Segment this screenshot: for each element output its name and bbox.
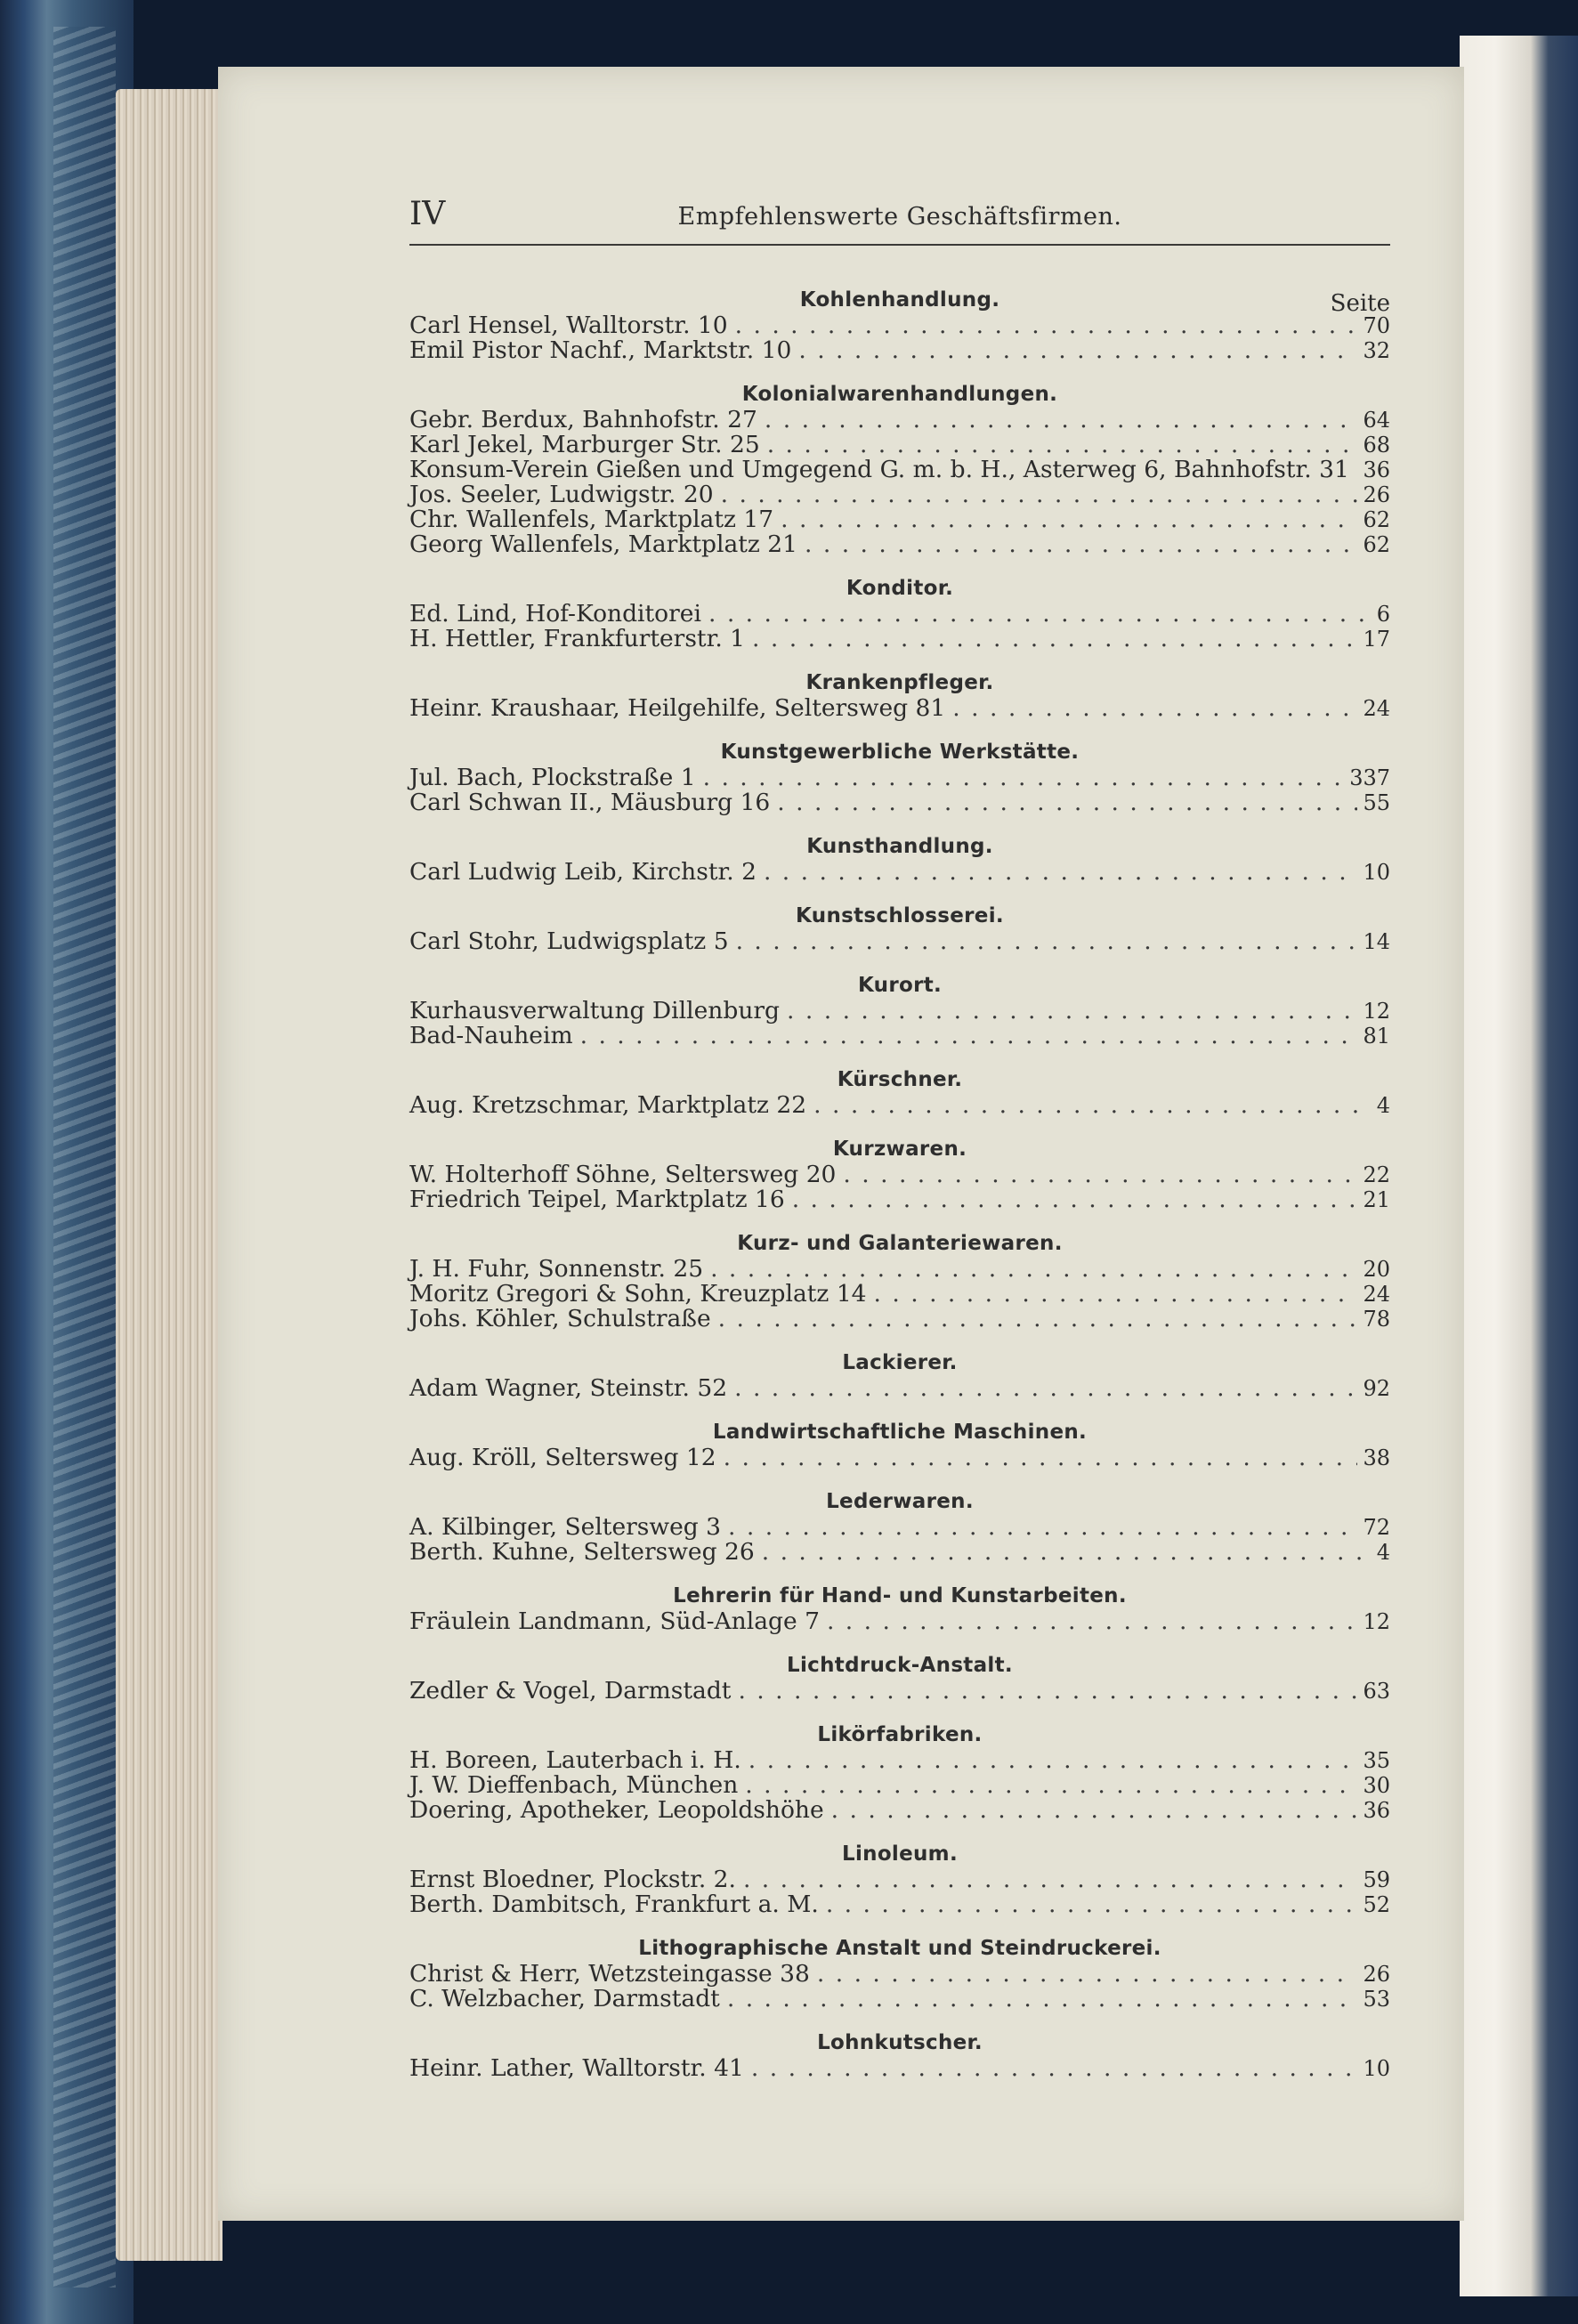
entry-page-number: 52 [1363, 1892, 1390, 1917]
leader-dots [708, 602, 1372, 627]
leader-dots [817, 1962, 1358, 1987]
leader-dots [826, 1892, 1358, 1917]
directory-entry [409, 408, 1390, 433]
entry-name: Aug. Kröll, Seltersweg 12 [409, 1444, 716, 1471]
directory-section [409, 1583, 1390, 1634]
entry-name: Berth. Kuhne, Seltersweg 26 [409, 1538, 755, 1566]
directory-section [409, 903, 1390, 954]
leader-dots [798, 338, 1357, 363]
directory-section [409, 739, 1390, 815]
directory-entry [409, 1540, 1390, 1565]
directory-section [409, 2029, 1390, 2081]
directory-entry [409, 1376, 1390, 1401]
leader-dots [764, 860, 1358, 885]
entry-page-number: 24 [1363, 1282, 1390, 1307]
entry-name: Aug. Kretzschmar, Marktplatz 22 [409, 1091, 807, 1119]
directory-entry [409, 1987, 1390, 2012]
directory-entry [409, 1307, 1390, 1332]
leader-dots [952, 696, 1357, 721]
entry-name: Gebr. Berdux, Bahnhofstr. 27 [409, 406, 757, 433]
entry-page-number: 38 [1363, 1445, 1390, 1470]
directory-entry [409, 929, 1390, 954]
entry-name: Carl Schwan II., Mäusburg 16 [409, 789, 771, 816]
section-heading: Likörfabriken. [817, 1723, 983, 1746]
directory-section [409, 575, 1390, 652]
directory-section [409, 381, 1390, 557]
page-header-title: Empfehlenswerte Geschäftsfirmen. [677, 203, 1122, 231]
directory-entry [409, 1257, 1390, 1282]
entry-page-number: 10 [1363, 860, 1390, 885]
leader-dots [751, 2056, 1358, 2081]
entry-page-number: 70 [1363, 313, 1390, 338]
entry-page-number: 92 [1363, 1376, 1390, 1401]
directory-section [409, 1721, 1390, 1823]
entry-page-number: 4 [1376, 1093, 1390, 1118]
entry-name: Georg Wallenfels, Marktplatz 21 [409, 530, 798, 558]
directory-entry [409, 1748, 1390, 1773]
leader-dots [710, 1257, 1357, 1282]
entry-name: Zedler & Vogel, Darmstadt [409, 1677, 732, 1705]
section-heading-row [409, 1841, 1390, 1867]
directory-section [409, 1488, 1390, 1565]
entry-page-number: 24 [1363, 696, 1390, 721]
entry-name: J. H. Fuhr, Sonnenstr. 25 [409, 1255, 704, 1283]
section-heading: Kurz- und Galanteriewaren. [737, 1232, 1063, 1255]
entry-name: Johs. Köhler, Schulstraße [409, 1305, 711, 1332]
section-heading-row [409, 2029, 1390, 2056]
entry-name: Friedrich Teipel, Marktplatz 16 [409, 1186, 785, 1213]
directory-entry [409, 507, 1390, 532]
leader-dots [813, 1093, 1372, 1118]
directory-entry [409, 1187, 1390, 1212]
entry-name: Carl Hensel, Walltorstr. 10 [409, 312, 728, 339]
entry-page-number: 64 [1363, 408, 1390, 433]
section-heading: Krankenpfleger. [805, 671, 994, 694]
directory-entry [409, 627, 1390, 652]
entry-name: Ed. Lind, Hof-Konditorei [409, 600, 701, 628]
directory-section [409, 1419, 1390, 1470]
section-heading: Linoleum. [842, 1842, 958, 1866]
section-heading: Landwirtschaftliche Maschinen. [712, 1421, 1088, 1444]
directory-entry [409, 1024, 1390, 1049]
entry-page-number: 21 [1363, 1187, 1390, 1212]
leader-dots [580, 1024, 1358, 1049]
leader-dots [749, 1748, 1358, 1773]
entry-name: W. Holterhoff Söhne, Seltersweg 20 [409, 1161, 837, 1188]
leader-dots [762, 1540, 1372, 1565]
page-folio: IV [409, 196, 446, 232]
section-heading-row [409, 1935, 1390, 1962]
entry-page-number: 22 [1363, 1162, 1390, 1187]
leader-dots [703, 765, 1345, 790]
section-heading-row [409, 972, 1390, 999]
entry-name: Jul. Bach, Plockstraße 1 [409, 764, 696, 791]
section-heading: Kunstschlosserei. [796, 904, 1004, 927]
section-heading: Lithographische Anstalt und Steindruckerei. [638, 1937, 1161, 1960]
leader-dots [728, 1515, 1357, 1540]
entry-name: Adam Wagner, Steinstr. 52 [409, 1374, 728, 1402]
entry-name: H. Hettler, Frankfurterstr. 1 [409, 625, 746, 652]
entry-page-number: 62 [1363, 532, 1390, 557]
entry-page-number: 26 [1363, 1962, 1390, 1987]
page-column-label: Seite [1330, 290, 1390, 317]
section-heading-row [409, 1583, 1390, 1609]
section-heading-row [409, 1349, 1390, 1376]
directory-entry [409, 1282, 1390, 1307]
entry-name: Doering, Apotheker, Leopoldshöhe [409, 1796, 824, 1824]
entry-name: Chr. Wallenfels, Marktplatz 17 [409, 506, 774, 533]
section-heading: Lackierer. [842, 1351, 958, 1374]
entry-name: H. Boreen, Lauterbach i. H. [409, 1746, 741, 1774]
entry-name: Carl Ludwig Leib, Kirchstr. 2 [409, 858, 757, 886]
directory-section [409, 1136, 1390, 1212]
section-heading: Lehrerin für Hand- und Kunstarbeiten. [673, 1584, 1127, 1607]
entry-name: Ernst Bloedner, Plockstr. 2. [409, 1866, 736, 1893]
leader-dots [787, 999, 1357, 1024]
section-heading: Lohnkutscher. [817, 2031, 983, 2054]
directory-entry [409, 338, 1390, 363]
directory-section [409, 1230, 1390, 1332]
entry-name: Fräulein Landmann, Süd-Anlage 7 [409, 1607, 820, 1635]
entry-page-number: 62 [1363, 507, 1390, 532]
section-heading-row [409, 669, 1390, 696]
section-heading-row [409, 739, 1390, 765]
directory-entry [409, 1515, 1390, 1540]
entry-page-number: 17 [1363, 627, 1390, 652]
directory-entry [409, 860, 1390, 885]
directory-entry [409, 1093, 1390, 1118]
section-heading: Kolonialwarenhandlungen. [741, 383, 1058, 406]
entry-name: C. Welzbacher, Darmstadt [409, 1985, 720, 2012]
leader-dots [805, 532, 1357, 557]
directory-entry [409, 1162, 1390, 1187]
entry-page-number: 32 [1363, 338, 1390, 363]
leader-dots [767, 433, 1358, 458]
entry-page-number: 14 [1363, 929, 1390, 954]
section-heading-row [409, 381, 1390, 408]
directory-entry [409, 1867, 1390, 1892]
entry-name: Christ & Herr, Wetzsteingasse 38 [409, 1960, 810, 1988]
entry-page-number: 36 [1363, 458, 1390, 482]
entry-name: J. W. Dieffenbach, München [409, 1771, 739, 1799]
section-heading: Kürschner. [837, 1068, 963, 1091]
entry-page-number: 78 [1363, 1307, 1390, 1332]
entry-page-number: 63 [1363, 1679, 1390, 1704]
entry-page-number: 30 [1363, 1773, 1390, 1798]
entry-page-number: 35 [1363, 1748, 1390, 1773]
directory-entry [409, 999, 1390, 1024]
leader-dots [718, 1307, 1358, 1332]
running-head [409, 194, 1390, 246]
entry-page-number: 68 [1363, 433, 1390, 458]
directory-entry [409, 696, 1390, 721]
leader-dots [831, 1798, 1358, 1823]
directory-entry [409, 433, 1390, 458]
directory-entry [409, 602, 1390, 627]
entry-page-number: 59 [1363, 1867, 1390, 1892]
entry-page-number: 53 [1363, 1987, 1390, 2012]
directory-entry [409, 458, 1390, 482]
section-heading-row [409, 575, 1390, 602]
leader-dots [743, 1867, 1358, 1892]
entry-page-number: 337 [1349, 765, 1390, 790]
entry-page-number: 20 [1363, 1257, 1390, 1282]
entry-name: Bad-Nauheim [409, 1022, 573, 1049]
entry-name: Jos. Seeler, Ludwigstr. 20 [409, 481, 714, 508]
section-heading-row [409, 833, 1390, 860]
entry-page-number: 36 [1363, 1798, 1390, 1823]
leader-dots [745, 1773, 1357, 1798]
book-binding-right [1460, 36, 1578, 2296]
directory-section [409, 972, 1390, 1049]
leader-dots [736, 929, 1358, 954]
entry-page-number: 12 [1363, 1609, 1390, 1634]
entry-page-number: 55 [1363, 790, 1390, 815]
directory-section [409, 1066, 1390, 1118]
directory-entry [409, 790, 1390, 815]
leader-dots [781, 507, 1357, 532]
section-heading-row [409, 287, 1390, 317]
book-binding-left [0, 0, 134, 2324]
section-heading-row [409, 1419, 1390, 1445]
section-heading: Kunstgewerbliche Werkstätte. [720, 741, 1080, 764]
entry-name: A. Kilbinger, Seltersweg 3 [409, 1513, 722, 1541]
directory-entry [409, 482, 1390, 507]
section-heading: Kurzwaren. [832, 1138, 967, 1161]
leader-dots [735, 313, 1358, 338]
entry-page-number: 6 [1376, 602, 1390, 627]
directory-section [409, 1841, 1390, 1917]
directory-entry [409, 1609, 1390, 1634]
directory-section [409, 1652, 1390, 1704]
leader-dots [724, 1445, 1358, 1470]
entry-name: Carl Stohr, Ludwigsplatz 5 [409, 927, 729, 955]
leader-dots [792, 1187, 1358, 1212]
directory-entry [409, 1445, 1390, 1470]
entry-page-number: 10 [1363, 2056, 1390, 2081]
directory-entry [409, 1679, 1390, 1704]
leader-dots [843, 1162, 1357, 1187]
entry-page-number: 81 [1363, 1024, 1390, 1049]
section-heading-row [409, 1488, 1390, 1515]
page-edges [116, 89, 223, 2261]
section-heading-row [409, 1136, 1390, 1162]
directory-section [409, 1349, 1390, 1401]
directory-entry [409, 2056, 1390, 2081]
section-heading-row [409, 1230, 1390, 1257]
entry-page-number: 26 [1363, 482, 1390, 507]
directory-entry [409, 765, 1390, 790]
section-heading: Kurort. [857, 974, 943, 997]
directory-section [409, 833, 1390, 885]
entry-name: Heinr. Kraushaar, Heilgehilfe, Seltersweg 81 [409, 694, 946, 722]
entry-page-number: 72 [1363, 1515, 1390, 1540]
section-heading: Kohlenhandlung. [799, 288, 1000, 312]
leader-dots [721, 482, 1358, 507]
section-heading: Kunsthandlung. [806, 835, 993, 858]
section-heading-row [409, 1721, 1390, 1748]
leader-dots [727, 1987, 1358, 2012]
entry-name: Emil Pistor Nachf., Marktstr. 10 [409, 336, 792, 364]
leader-dots [734, 1376, 1357, 1401]
leader-dots [752, 627, 1357, 652]
entry-name: Kurhausverwaltung Dillenburg [409, 997, 781, 1024]
directory-section [409, 669, 1390, 721]
leader-dots [874, 1282, 1358, 1307]
directory-entry [409, 1892, 1390, 1917]
entry-name: Konsum-Verein Gießen und Umgegend G. m. b. H., Asterweg 6, Bahnhofstr. 31 [409, 456, 1349, 483]
section-heading-row [409, 903, 1390, 929]
directory-listing [409, 287, 1390, 2081]
directory-entry [409, 1798, 1390, 1823]
section-heading-row [409, 1652, 1390, 1679]
leader-dots [738, 1679, 1357, 1704]
leader-dots [827, 1609, 1358, 1634]
directory-entry [409, 1962, 1390, 1987]
directory-entry [409, 1773, 1390, 1798]
leader-dots [765, 408, 1358, 433]
directory-section [409, 1935, 1390, 2012]
directory-entry [409, 313, 1390, 338]
section-heading: Lichtdruck-Anstalt. [787, 1654, 1013, 1677]
directory-section [409, 287, 1390, 363]
section-heading: Konditor. [846, 577, 954, 600]
entry-name: Heinr. Lather, Walltorstr. 41 [409, 2054, 744, 2082]
entry-name: Karl Jekel, Marburger Str. 25 [409, 431, 760, 458]
entry-page-number: 4 [1376, 1540, 1390, 1565]
section-heading: Lederwaren. [826, 1490, 974, 1513]
section-heading-row [409, 1066, 1390, 1093]
entry-page-number: 12 [1363, 999, 1390, 1024]
entry-name: Moritz Gregori & Sohn, Kreuzplatz 14 [409, 1280, 867, 1308]
directory-entry [409, 532, 1390, 557]
entry-name: Berth. Dambitsch, Frankfurt a. M. [409, 1891, 819, 1918]
leader-dots [777, 790, 1357, 815]
